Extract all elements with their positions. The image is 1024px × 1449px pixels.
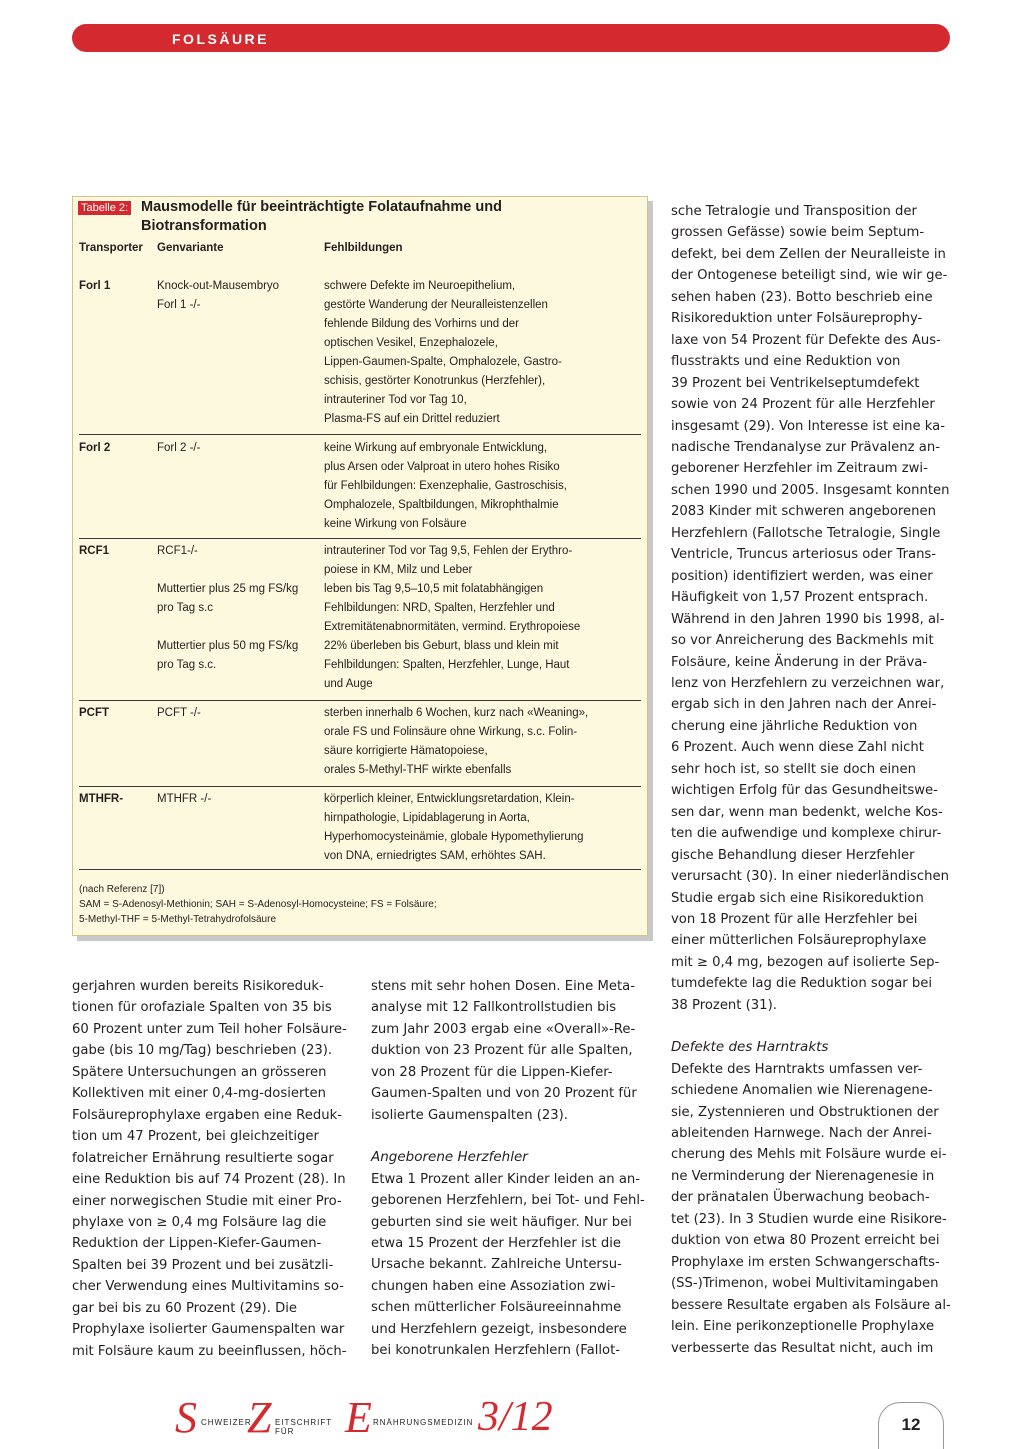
table-row-transporter: RCF1 <box>79 545 110 557</box>
section-header-bar <box>72 24 950 52</box>
table-row-defects: intrauteriner Tod vor Tag 9,5, Fehlen der Erythro- poiese in KM, Milz und Leber leben bis Tag 9,5–10,5 mit folatabhängigen Fehlbildungen: NRD, Spalten, Herzfehler und Extremitätenabnormitäten, vermind. Erythropoiese 22% überleben bis Geburt, blass und klein mit Fehlbildungen: Spalten, Herzfehler, Lunge, Haut und Auge <box>324 545 581 690</box>
table-row-variant: Knock-out-Mausembryo Forl 1 -/- <box>157 280 280 311</box>
table-row-variant: Forl 2 -/- <box>157 442 201 454</box>
logo-letter-s: S <box>175 1393 197 1442</box>
table-row-defects: schwere Defekte im Neuroepithelium, gestörte Wanderung der Neuralleistenzellen fehlende Bildung des Vorhirns und der optischen Vesikel, Enzephalozele, Lippen-Gaumen-Spalte, Omphalozele, Gastro- schisis, gestörter Konotrunkus (Herzfehler), intrauteriner Tod vor Tag 10, Plasma-FS auf ein Drittel reduziert <box>324 280 562 425</box>
body-column-2 <box>371 976 651 1362</box>
logo-letter-z: Z <box>247 1393 272 1442</box>
column-header-transporter: Transporter <box>79 242 143 254</box>
issue-number: 3/12 <box>478 1394 553 1440</box>
page-number: 12 <box>901 1415 921 1434</box>
row-divider <box>79 786 641 787</box>
paragraph: gerjahren wurden bereits Risikoreduk- tionen für orofaziale Spalten von 35 bis 60 Prozent unter zum Teil hoher Folsäure- gabe (bis 10 mg/Tag) beschrieben (23). Spätere Untersuchungen an grösseren Kollektiven mit einer 0,4-mg-dosierten Folsäureprophylaxe ergaben eine Reduk- tion um 47 Prozent, bei gleichzeitiger folatreicher Ernährung resultierte sogar eine Reduktion bis auf 74 Prozent (28). In einer norwegischen Studie mit einer Pro- phylaxe von ≥ 0,4 mg Folsäure lag die Reduktion der Lippen-Kiefer-Gaumen- Spalten bei 39 Prozent und bei zusätzli- cher Verwendung eines Multivitamins so- gar bei bis zu 60 Prozent (29). Die Prophylaxe isolierter Gaumenspalten war mit Folsäure kaum zu beeinflussen, höch- <box>72 979 347 1359</box>
table-row-defects: körperlich kleiner, Entwicklungsretardation, Klein- hirnpathologie, Lipidablagerung in Aorta, Hyperhomocysteinämie, globale Hypomethylierung von DNA, erniedrigtes SAM, erhöhtes SAH. <box>324 793 584 862</box>
paragraph: Defekte des Harntrakts umfassen ver- schiedene Anomalien wie Nierenagene- sie, Zystennieren und Obstruktionen der ableitenden Harnwege. Nach der Anrei- cherung des Mehls mit Folsäure wurde ei- ne Verminderung der Nierenagenesie in der pränatalen Überwachung beobach- tet (23). In 3 Studien wurde eine Risikore- duktion von etwa 80 Prozent erreicht bei Prophylaxe im ersten Schwangerschafts- (SS-)Trimenon, wobei Multivitamingaben bessere Resultate ergaben als Folsäure al- lein. Eine perikonzeptionelle Prophylaxe verbesserte das Resultat nicht, auch im <box>671 1061 951 1356</box>
table-row-transporter: Forl 1 <box>79 280 111 292</box>
row-divider <box>79 434 641 435</box>
table-row-defects: keine Wirkung auf embryonale Entwicklung, plus Arsen oder Valproat in utero hohes Risiko für Fehlbildungen: Exenzephalie, Gastroschisis, Omphalozele, Spaltbildungen, Mikrophthalmie keine Wirkung von Folsäure <box>324 442 567 530</box>
table-row-variant: PCFT -/- <box>157 707 201 719</box>
logo-word-3: RNÄHRUNGSMEDIZIN <box>373 1418 474 1427</box>
table-box <box>72 196 648 936</box>
body-column-3 <box>671 201 951 1359</box>
logo-word-2: EITSCHRIFT FÜR <box>275 1418 332 1436</box>
row-divider <box>79 538 641 539</box>
table-row-transporter: MTHFR- <box>79 793 124 805</box>
section-title: FOLSÄURE <box>172 31 269 47</box>
table-row-defects: sterben innerhalb 6 Wochen, kurz nach «Weaning», orale FS und Folinsäure ohne Wirkung, s.c. Folin- säure korrigierte Hämatopoiese, orales 5-Methyl-THF wirkte ebenfalls <box>324 707 589 776</box>
logo-word-1: CHWEIZER <box>201 1418 252 1427</box>
table-footnote: (nach Referenz [7]) SAM = S-Adenosyl-Methionin; SAH = S-Adenosyl-Homocysteine; FS = Folsäure; 5-Methyl-THF = 5-Methyl-Tetrahydrofolsäure <box>79 884 437 925</box>
body-column-1 <box>72 976 352 1362</box>
table-row-variant: RCF1-/- Muttertier plus 25 mg FS/kg pro Tag s.c Muttertier plus 50 mg FS/kg pro Tag s.c. <box>157 545 299 671</box>
section-heading: Angeborene Herzfehler <box>371 1149 528 1166</box>
table-row-transporter: Forl 2 <box>79 442 111 454</box>
table-tag: Tabelle 2: <box>78 201 131 215</box>
table-row-variant: MTHFR -/- <box>157 793 212 805</box>
page-number-box <box>878 1402 944 1449</box>
column-header-variant: Genvariante <box>157 242 224 254</box>
table-row-transporter: PCFT <box>79 707 110 719</box>
row-divider <box>79 869 641 870</box>
column-header-defects: Fehlbildungen <box>324 242 403 254</box>
paragraph: Etwa 1 Prozent aller Kinder leiden an an- geborenen Herzfehlern, bei Tot- und Fehl- geburten sind sie weit häufiger. Nur bei etwa 15 Prozent der Herzfehler ist die Ursache bekannt. Zahlreiche Untersu- chungen haben eine Assoziation zwi- schen mütterlicher Folsäureeinnahme und Herzfehlern gezeigt, insbesondere bei konotrunkalen Herzfehlern (Fallot- <box>371 1171 645 1359</box>
paragraph: sche Tetralogie und Transposition der grossen Gefässe) sowie beim Septum- defekt, bei dem Zellen der Neuralleiste in der Ontogenese beteiligt sind, wie wir ge- sehen haben (23). Botto beschrieb eine Risikoreduktion unter Folsäureprophy- laxe von 54 Prozent für Defekte des Aus- flusstrakts und eine Reduktion von 39 Prozent bei Ventrikelseptumdefekt sowie von 24 Prozent für alle Herzfehler insgesamt (29). Von Interesse ist eine ka- nadische Trendanalyse zur Prävalenz an- geborener Herzfehler im Zeitraum zwi- schen 1990 und 2005. Insgesamt konnten 2083 Kinder mit schweren angeborenen Herzfehlern (Fallotsche Tetralogie, Single Ventricle, Truncus arteriosus oder Trans- position) identifiziert werden, was einer Häufigkeit von 1,57 Prozent entsprach. Während in den Jahren 1990 bis 1998, al- so vor Anreicherung des Backmehls mit Folsäure, keine Änderung in der Präva- lenz von Herzfehlern zu verzeichnen war, ergab sich in den Jahren nach der Anrei- cherung eine jährliche Reduktion von 6 Prozent. Auch wenn diese Zahl nicht sehr hoch ist, so stellt sie doch einen wichtigen Erfolg für das Gesundheitswe- sen dar, wenn man bedenkt, welche Kos- ten die aufwendige und komplexe chirur- gische Behandlung dieser Herzfehler verursacht (30). In einer niederländischen Studie ergab sich eine Risikoreduktion von 18 Prozent für alle Herzfehler bei einer mütterlichen Folsäureprophylaxe mit ≥ 0,4 mg, bezogen auf isolierte Sep- tumdefekte lag die Reduktion sogar bei 38 Prozent (31). <box>671 204 950 1013</box>
row-divider <box>79 700 641 701</box>
table-title: Mausmodelle für beeinträchtigte Folataufnahme und Biotransformation <box>141 199 502 234</box>
section-heading: Defekte des Harntrakts <box>671 1039 829 1056</box>
paragraph: stens mit sehr hohen Dosen. Eine Meta- analyse mit 12 Fallkontrollstudien bis zum Jahr 2003 ergab eine «Overall»-Re- duktion von 23 Prozent für alle Spalten, von 28 Prozent für die Lippen-Kiefer- Gaumen-Spalten und von 20 Prozent für isolierte Gaumenspalten (23). <box>371 979 637 1123</box>
logo-letter-e: E <box>345 1393 372 1442</box>
